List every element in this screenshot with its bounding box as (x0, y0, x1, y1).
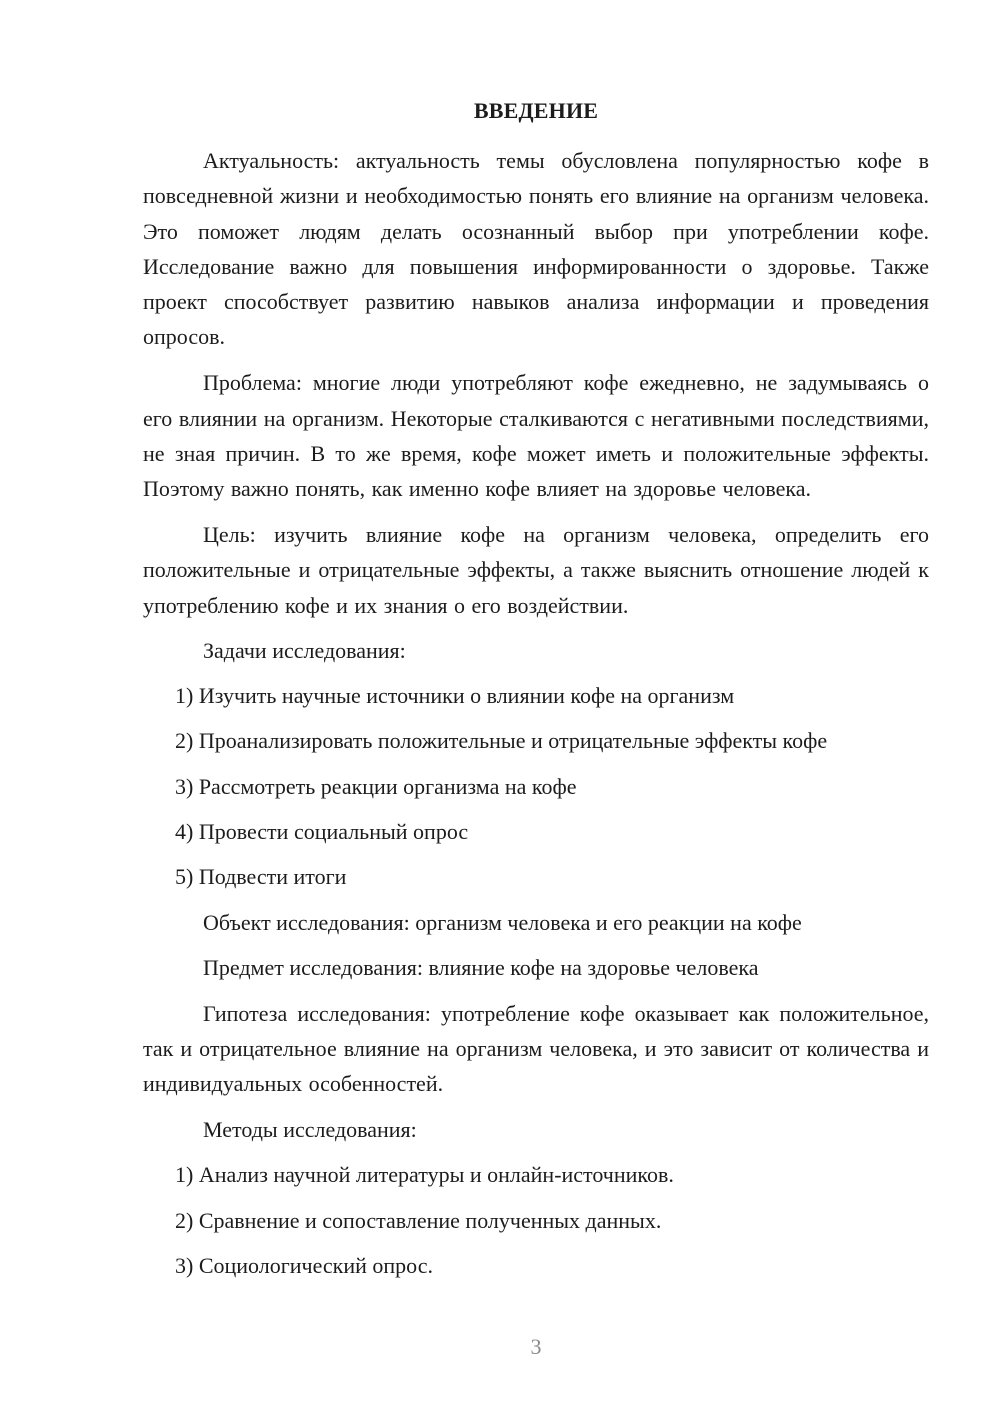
list-item: 2) Проанализировать положительные и отрицательные эффекты кофе (175, 728, 828, 754)
methods-list (143, 1157, 929, 1283)
list-item: 5) Подвести итоги (175, 864, 347, 890)
list-item: 3) Социологический опрос. (175, 1253, 433, 1279)
subject-paragraph: Предмет исследования: влияние кофе на здоровье человека (203, 954, 759, 980)
list-item: 1) Анализ научной литературы и онлайн-источников. (175, 1162, 674, 1188)
list-item: 4) Провести социальный опрос (175, 819, 469, 845)
list-item: 1) Изучить научные источники о влиянии кофе на организм (175, 683, 735, 709)
list-item: 3) Рассмотреть реакции организма на кофе (175, 773, 577, 799)
problem-paragraph: Проблема: многие люди употребляют кофе ежедневно, не задумываясь о его влиянии на организм. Некоторые сталкиваются с негативными последствиями, не зная причин. В то же время, кофе может иметь и положительные эффекты. Поэтому важно понять, как именно кофе влияет на здоровье человека. (143, 370, 929, 502)
tasks-title: Задачи исследования: (203, 637, 406, 663)
hypothesis-paragraph: Гипотеза исследования: употребление кофе оказывает как положительное, так и отрицательное влияние на организм человека, и это зависит от количества и индивидуальных особенностей. (143, 1000, 929, 1097)
page-number: 3 (530, 1334, 542, 1359)
page-body (143, 143, 929, 1283)
relevance-paragraph: Актуальность: актуальность темы обусловлена популярностью кофе в повседневной жизни и необходимостью понять его влияние на организм человека. Это поможет людям делать осознанный выбор при употреблении кофе. Исследование важно для повышения информированности о здоровье. Также проект способствует развитию навыков анализа информации и проведения опросов. (143, 148, 929, 350)
object-paragraph: Объект исследования: организм человека и его реакции на кофе (203, 909, 802, 935)
methods-title: Методы исследования: (203, 1117, 417, 1143)
goal-paragraph: Цель: изучить влияние кофе на организм человека, определить его положительные и отрицательные эффекты, а также выяснить отношение людей к употреблению кофе и их знания о его воздействии. (143, 521, 929, 618)
list-item: 2) Сравнение и сопоставление полученных данных. (175, 1207, 662, 1233)
tasks-list (143, 678, 929, 894)
section-heading: ВВЕДЕНИЕ (473, 98, 599, 123)
